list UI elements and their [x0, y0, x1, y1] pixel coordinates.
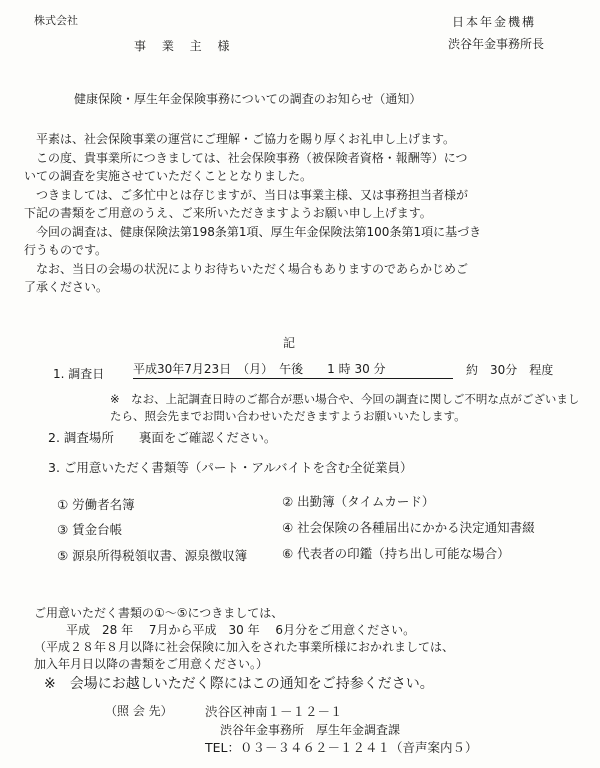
ki-heading: 記	[283, 336, 296, 350]
document-item: ⑥ 代表者の印鑑（持ち出し可能な場合）	[282, 546, 510, 561]
item2-location: 2. 調査場所 裏面をご確認ください。	[48, 430, 277, 445]
item1-duration: 約 30分 程度	[466, 363, 554, 377]
item1-note: ※ なお、上記調査日時のご都合が悪い場合や、今回の調査に関しご不明な点がございましたら、照会先までお問い合わせいただきますようお願いいたします。	[110, 392, 580, 423]
paragraph-3a: つきましては、ご多忙中とは存じますが、当日は事業主様、又は事務担当者様が	[36, 187, 469, 202]
paragraph-4a: 今回の調査は、健康保険法第198条第1項、厚生年金保険法第100条第1項に基づき	[36, 224, 482, 239]
paragraph-1: 平素は、社会保険事業の運営にご理解・ご協力を賜り厚くお礼申し上げます。	[36, 132, 456, 146]
footer-text	[34, 605, 574, 693]
document-item: ④ 社会保険の各種届出にかかる決定通知書綴	[282, 520, 535, 535]
paragraph-5b: 了承ください。	[24, 280, 109, 294]
contact-label: （照 会 先）	[105, 704, 173, 718]
contact-address: 渋谷区神南１－１２－１	[205, 704, 343, 719]
document-item: ③ 賃金台帳	[57, 522, 123, 537]
document-title: 健康保険・厚生年金保険事務についての調査のお知らせ（通知）	[74, 92, 422, 106]
document-item: ① 労働者名簿	[57, 497, 135, 512]
contact-office: 渋谷年金事務所 厚生年金調査課	[220, 723, 401, 737]
body-text	[24, 130, 570, 297]
contact-tel: TEL：０３－３４６２－１２４１（音声案内５）	[205, 740, 478, 755]
footer-period: 平成 28 年 7月から平成 30 年 6月分をご用意ください。	[66, 623, 416, 637]
item1-date: 平成30年7月23日 （月） 午後 1 時 30 分	[133, 363, 453, 379]
recipient: 事 業 主 様	[134, 39, 236, 53]
item1-label: 1. 調査日	[53, 367, 105, 381]
paragraph-2a: この度、貴事業所につきましては、社会保険事務（被保険者資格・報酬等）につ	[36, 150, 468, 165]
footer-line1: ご用意いただく書類の①～⑤につきましては、	[34, 606, 284, 620]
footer-note-b: 加入年月日以降の書類をご用意ください。）	[34, 657, 269, 671]
paragraph-2b: いての調査を実施させていただくこととなりました。	[24, 169, 313, 183]
paragraph-5a: なお、当日の会場の状況によりお待ちいただく場合もありますのであらかじめご	[36, 261, 469, 276]
sender-org: 日本年金機構	[452, 15, 537, 29]
paragraph-3b: 下記の書類をご用意のうえ、ご来所いただきますようお願い申し上げます。	[24, 206, 432, 220]
document-item: ⑤ 源泉所得税領収書、源泉徴収簿	[57, 548, 248, 563]
sender-office: 渋谷年金事務所長	[448, 37, 545, 51]
paragraph-4b: 行うものです。	[24, 243, 108, 257]
item3-documents-heading: 3. ご用意いただく書類等（パート・アルバイトを含む全従業員）	[48, 460, 413, 475]
footer-notice: ※ 会場にお越しいただく際にはこの通知をご持参ください。	[44, 676, 434, 692]
document-item: ② 出勤簿（タイムカード）	[282, 494, 435, 509]
footer-note-a: （平成２８年８月以降に社会保険に加入をされた事業所様におかれましては、	[34, 640, 455, 654]
company-name: 株式会社	[34, 14, 78, 27]
